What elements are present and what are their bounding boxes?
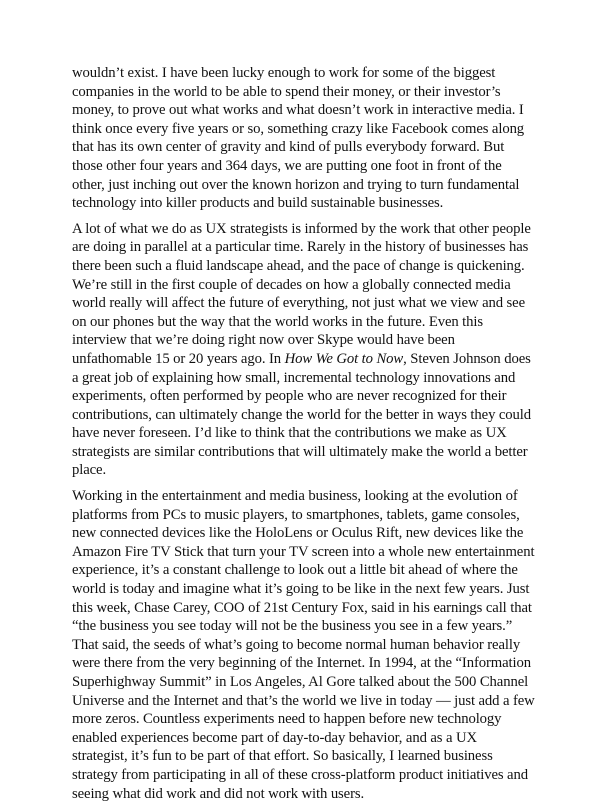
paragraph-1: wouldn’t exist. I have been lucky enough to work for some of the biggest companies in the world to be able to spend their money, or their investor’s money, to prove out what works and what doesn’t work in interactive media. I think once every five years or so, something crazy like Facebook comes along that has its own center of gravity and kind of pulls everybody forward. But those other four years and 364 days, we are putting one foot in front of the other, just inching out over the known horizon and trying to turn fundamental technology into killer products and build sustainable businesses. <box>72 65 525 212</box>
paragraph-3: Working in the entertainment and media business, looking at the evolution of platforms from PCs to music players, to smartphones, tablets, game consoles, new connected devices like the HoloLens or Oculus Rift, new devices like the Amazon Fire TV Stick that turn your TV screen into a whole new entertainment experience, it’s a constant challenge to look out a little bit ahead of where the world is today and imagine what it’s going to be like in the next few years. Just this week, Chase Carey, COO of 21st Century Fox, said in his earnings call that “the business you see today will not be the business you see in a few years.” That said, the seeds of what’s going to become normal human behavior really were there from the very beginning of the Internet. In 1994, at the “Information Superhighway Summit” in Los Angeles, Al Gore talked about the 500 Channel Universe and the Internet and that’s the world we live in today — just add a few more zeros. Countless experiments need to happen before new technology enabled experiences become part of day-to-day behavior, and as a UX strategist, it’s fun to be part of that effort. So basically, I learned business strategy from participating in all of these cross-platform product initiatives and seeing what did work and did not work with users. <box>72 488 535 802</box>
paragraph-2 <box>72 220 536 480</box>
paragraph-2-text-before: A lot of what we do as UX strategists is informed by the work that other people are doing in parallel at a particular time. Rarely in the history of businesses has there been such a fluid landscape ahead, and the pace of change is quickening. We’re still in the first couple of decades on how a globally connected media world really will affect the future of everything, not just what we view and see on our phones but the way that the world works in the future. Even this interview that we’re doing right now over Skype would have been unfathomable 15 or 20 years ago. In <box>72 220 531 367</box>
paragraph-2-text-after: , Steven Johnson does a great job of explaining how small, incremental technology innovations and experiments, often performed by people who are never recognized for their contributions, can ultimately change the world for the better in ways they could have never foreseen. I’d like to think that the contributions we make as UX strategists are similar contributions that will ultimately make the world a better place. <box>72 350 532 479</box>
book-title: How We Got to Now <box>284 350 404 367</box>
